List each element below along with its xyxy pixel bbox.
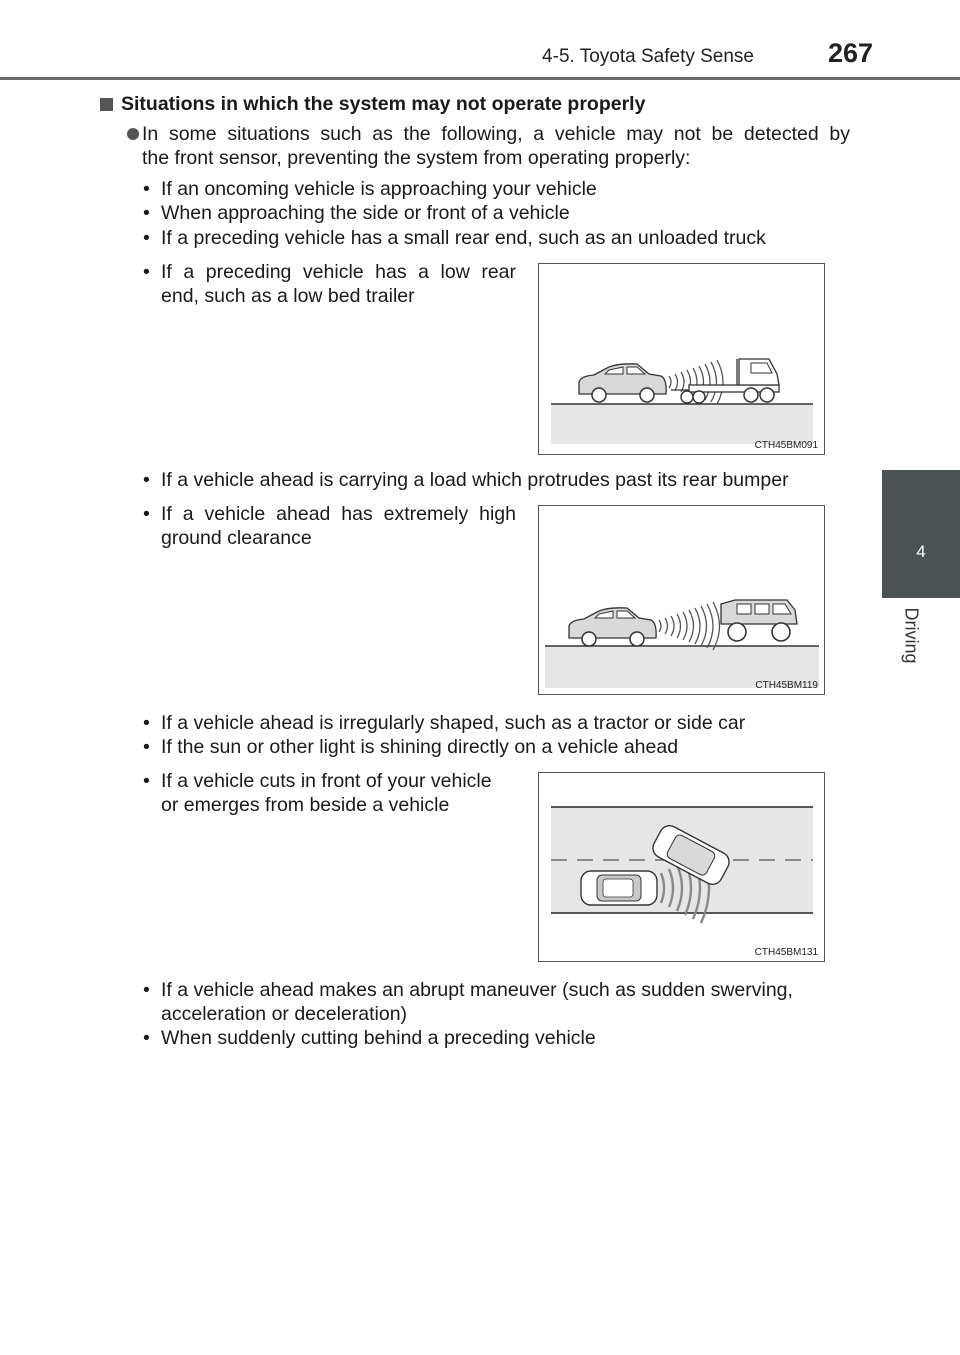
chapter-title: Driving (901, 607, 922, 664)
bullet-dot-icon: • (143, 736, 150, 758)
bullet-dot-icon: • (143, 1027, 150, 1049)
fig3-text-line-2: or emerges from beside a vehicle (161, 794, 450, 816)
figure-code: CTH45BM131 (754, 947, 818, 958)
high-clearance-illustration (539, 506, 824, 694)
cut-in-illustration (539, 773, 824, 961)
list-item: If a vehicle ahead is irregularly shaped, such as a tractor or side car (161, 712, 746, 734)
chapter-number: 4 (916, 542, 926, 561)
fig1-text-line-1: If a preceding vehicle has a low rear (161, 261, 516, 283)
list-item: If the sun or other light is shining directly on a vehicle ahead (161, 736, 679, 758)
figure-code: CTH45BM119 (755, 680, 818, 691)
section-heading: Situations in which the system may not operate properly (121, 93, 646, 115)
bullet-dot-icon: • (143, 202, 150, 224)
bullet-dot-icon: • (143, 712, 150, 734)
list-item: If a preceding vehicle has a small rear end, such as an unloaded truck (161, 227, 766, 249)
list-item: If an oncoming vehicle is approaching your vehicle (161, 178, 597, 200)
figure-high-clearance (538, 505, 825, 695)
figure-code: CTH45BM091 (754, 440, 818, 451)
chapter-tab (882, 470, 960, 598)
fig2-text-line-2: ground clearance (161, 527, 312, 549)
fig2-text-line-1: If a vehicle ahead has extremely high (161, 503, 516, 525)
list-item-line-2: acceleration or deceleration) (161, 1003, 408, 1025)
trailer-illustration (539, 264, 824, 454)
bullet-dot-icon: • (143, 227, 150, 249)
page-header (0, 0, 960, 80)
list-item-line-1: If a vehicle ahead makes an abrupt maneuver (such as sudden swerving, (161, 979, 793, 1001)
bullet-dot-icon: • (143, 261, 150, 283)
bullet-dot-icon: • (143, 770, 150, 792)
bullet-dot-icon: • (143, 979, 150, 1001)
intro-line-2: the front sensor, preventing the system from operating properly: (142, 147, 691, 169)
list-item: If a vehicle ahead is carrying a load which protrudes past its rear bumper (161, 469, 789, 491)
fig3-text-line-1: If a vehicle cuts in front of your vehicle (161, 770, 492, 792)
circle-bullet-icon (127, 128, 139, 140)
page-number: 267 (828, 38, 874, 68)
bullet-dot-icon: • (143, 469, 150, 491)
list-item: When approaching the side or front of a vehicle (161, 202, 570, 224)
bullet-dot-icon: • (143, 503, 150, 525)
section-title: 4-5. Toyota Safety Sense (542, 46, 754, 67)
chapter-title-vertical (900, 608, 922, 678)
heading-square-icon (100, 98, 113, 111)
figure-cut-in (538, 772, 825, 962)
header-rule (0, 77, 960, 80)
intro-line-1: In some situations such as the following, a vehicle may not be detected by (142, 123, 850, 145)
figure-low-bed-trailer (538, 263, 825, 455)
bullet-dot-icon: • (143, 178, 150, 200)
list-item: When suddenly cutting behind a preceding vehicle (161, 1027, 596, 1049)
fig1-text-line-2: end, such as a low bed trailer (161, 285, 415, 307)
